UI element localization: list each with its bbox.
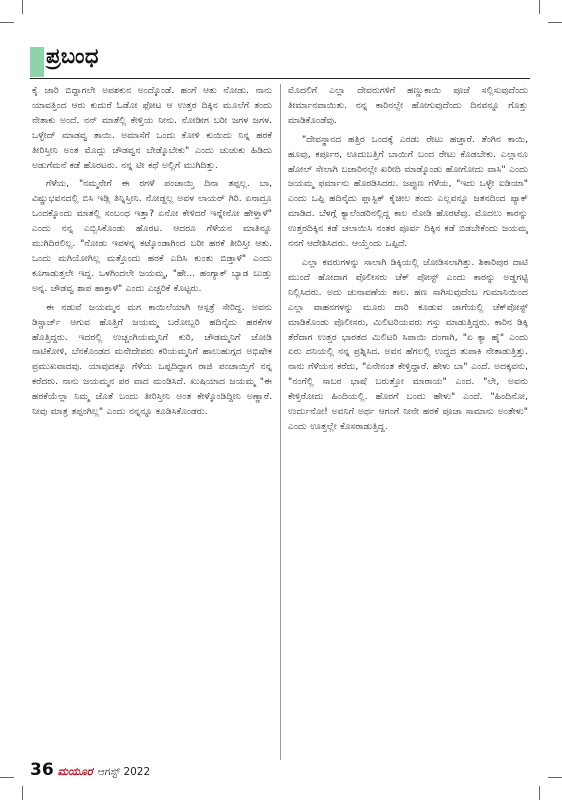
paragraph: ಗೆಳೆಯ, "ನಮ್ಮನೇಗೆ ಈ ರಗಳೆ ಪಂಚಾಯ್ತಿ ದಿನಾ ತಪ್ಪಲ್ಲ. ಬಾ, ವಿಷ್ಣುಭವನದಲ್ಲಿ ಬಿಸಿ ಇಡ್ಲಿ ತಿನ್ನಿಸ್ತೀನಿ. ನೋಡ್ದಲ್ಲ ಅವಳ ಲಾಯರ್ ಗಿರಿ. ಏನಾದ್ರೂ ಒಂದಕ್ಕೊಂದು ಮಾತಲ್ಲಿ ಸಂಬಂಧ ಇತ್ತಾ? ಏನೋ ಕೇಳಿದರೆ ಇನ್ನೇನೋ ಹೇಳ್ತಾಳೆ" ಎಂದು ನನ್ನ ಎಬ್ಬಿಸಿಕೊಂಡು ಹೊರಟ. ಆದರೂ ಗೆಳೆಯನ ಮಾತಿನ್ನೂ ಮುಗಿದಿರಲಿಲ್ಲ. "ನೋಡು ಇವಳನ್ನ ಕಟ್ಕೊಂಡಾಗಿಂದ ಬರೀ ಹರಕೆ ತೀರಿಸ್ತೀ ಆತು. ಒಂದು ಮಗಿಯೋಗಿಲ್ಲ ಮತ್ತೊಂದು ಹರಕೆ ಎದಿಸಿ ಕುಂತು ಬಿಡ್ತಾಳೆ" ಎಂದು ಕೂಗಾಡುತ್ತಲೇ ಇದ್ದ. ಒಳಗಿಂದಲೇ ಜಯಮ್ಮ, "ಹೇ... ಹಂಗ್ಯಾಕ್ ಬ್ಯಾಡ ಬುಡ್ತು ಅನ್ನ. ಚೌಡವ್ವ ಶಾಪ ಹಾಕ್ತಾಳೆ" ಎಂದು ಎಚ್ಚರಿಕೆ ಕೊಟ್ಟರು. <box>32 178 272 294</box>
crop-mark-bottom-left-v <box>22 786 23 800</box>
paragraph: ಮೊದಲಿಗೆ ಎಲ್ಲಾ ದೇವರುಗಳಿಗೆ ಹಣ್ಣುಕಾಯಿ ಪೂಜೆ ಸಲ್ಲಿಸುವುದೆಂದು ತೀರ್ಮಾನವಾಯಿತು. ನನ್ನ ಕಾರಿನಲ್ಲೇ ಹೋಗುವುದೆಂದು ದಿನವನ್ನೂ ಗೊತ್ತು ಮಾಡಿಕೊಂಡೆವು. <box>288 85 528 126</box>
section-title: ಪ್ರಬಂಧ <box>46 44 99 68</box>
header-rule <box>30 78 530 79</box>
section-accent-bar <box>30 47 44 77</box>
page-footer <box>30 760 150 780</box>
column-divider <box>280 84 281 760</box>
crop-mark-top-left-v <box>22 0 23 14</box>
paragraph: ಕೈ ಜಾರಿ ಬಿದ್ದಾಗಲೇ ಅಪಶಕುನ ಅಂದ್ಕೊಂಡೆ. ಹಂಗೆ ಆತು ನೋಡು. ನಾನು ಯಾವತ್ತಿಂದ ಆರು ಕುದುರೆ ಓಡೋ ಫೋಟ ಆ ಉತ್ತರ ದಿಕ್ಕಿನ ಮೂಲೆಗೆ ತಂದು ನೇತಾಕು ಅಂದೆ. ನನ್ ಮಾತೆಲ್ಲಿ ಕೇಳ್ತಿಯ ನೀನು. ನೋಡೀಗ ಬರೀ ಜಗಳ ಜಗಳ. ಒಳ್ಳೇದ್ ಮಾಡವ್ವ ತಾಯಿ. ಅಮಾಸೆಗೆ ಒಂದು ಕೋಳಿ ಕುಯಿದು ನಿನ್ನ ಹರಕೆ ತೀರಿಸ್ತೀನಿ ಅಂತ ಮೊದ್ಲು ಚೌಡವ್ವನ ಬೇಡ್ಕೊಬೇಕು" ಎಂದು ಚುಚುಕು ಹಿಡಿದು ಅಡುಗೆಮನೆ ಕಡೆ ಹೊರಟರು. ನನ್ನ ಟೀ ಕಥೆ ಅಲ್ಲಿಗೆ ಮುಗಿದಿತ್ತು. <box>32 85 272 171</box>
paragraph: ಎಲ್ಲಾ ಕವರುಗಳನ್ನು ಸಾಲಾಗಿ ಡಿಕ್ಕಿಯಲ್ಲಿ ಜೋಡಿಸಲಾಗಿತ್ತು. ಶಿಕಾರಿಪುರ ದಾಟಿ ಮುಂದೆ ಹೋದಾಗ ಪೊಲೀಸರು ಚೆಕ್ ಪೋಸ್ಟ್ ಎಂದು ಕಾರನ್ನು ಅಡ್ಡಗಟ್ಟಿ ನಿಲ್ಲಿಸಿದರು. ಅದು ಚುನಾವಣೆಯ ಕಾಲ. ಹಣ ಸಾಗಿಸುವುದೆಂಬ ಗುಮಾನಿಯಿಂದ ಎಲ್ಲಾ ವಾಹನಗಳನ್ನು ಮೂರು ದಾರಿ ಕೂಡುವ ಜಾಗೆಯಲ್ಲಿ ಚೆಕ್‌ಪೋಸ್ಟ್ ಮಾಡಿಕೊಂಡು ಪೊಲೀಸರು, ಮಿಲಿಟರಿಯವರು ಗಸ್ತು ಮಾಡುತ್ತಿದ್ದರು. ಕಾರಿನ ಡಿಕ್ಕಿ ತೆರೆದಾಗ ಉತ್ತರ ಭಾರತದ ಮಿಲಿಟರಿ ಸಿಪಾಯಿ ದಂಗಾಗಿ, "ಏ ಕ್ಯಾ ಹೈ" ಎಂದು ಏರು ದನಿಯಲ್ಲಿ ನನ್ನ ಪ್ರಶ್ನಿಸಿದ. ಅವನ ಹೆಗಲಲ್ಲಿ ಉದ್ದದ ತುಪಾಕಿ ನೇತಾಡುತ್ತಿತ್ತು. ನಾನು ಗೆಳೆಯನ ಕರೆದು, "ಏನೇನಂತ ಕೇಳ್ತಿದ್ದಾರೆ. ಹೇಳು ಬಾ" ಎಂದೆ. ಅದಕ್ಕವನು, "ನಂಗೆಲ್ಲಿ ಸಾಬರ ಭಾಷೆ ಬರುತ್ತೋ ಮಾರಾಯ" ಎಂದ. "ಲೇ, ಅವನು ಕೇಳ್ತಿರೋದು ಹಿಂದಿಯಲ್ಲಿ. ಹೊರಗೆ ಬಂದು ಹೇಳು" ಎಂದೆ. "ಹಿಂದಿನೋ, ಉರ್ದುನೋ! ಅವನಿಗೆ ಅರ್ಥ ಆಗಂಗೆ ನೀನೇ ಹರಕೆ ಪೂಜಾ ಸಾಮಾನು ಅಂತೇಳು" ಎಂದು ಊತ್ತಲ್ಲೇ ಕೊಸರಾಡುತ್ತಿದ್ದ. <box>288 256 528 432</box>
right-column <box>288 84 528 764</box>
crop-mark-bottom-right-v <box>539 786 540 800</box>
magazine-logo: ಮಯೂರ <box>57 765 93 778</box>
issue-date: ಆಗಸ್ಟ್ 2022 <box>97 766 151 778</box>
crop-mark-top-left-h <box>0 22 14 23</box>
crop-mark-bottom-right-h <box>548 777 562 778</box>
crop-mark-top-right-h <box>548 22 562 23</box>
crop-mark-top-right-v <box>539 0 540 14</box>
page-number: 36 <box>30 760 54 780</box>
paragraph: ಈ ನಡುವೆ ಜಯಮ್ಮನ ಮಗ ಕಾಯಿಲೆಯಾಗಿ ಆಸ್ಪತ್ರೆ ಸೇರಿದ್ದ. ಅವನು ಡಿಸ್ಚಾರ್ಜ್ ಆಗುವ ಹೊತ್ತಿಗೆ ಜಯಮ್ಮ ಬರೋಬ್ಬರಿ ಹದಿನೈದು ಹರಕೆಗಳ ಹೊತ್ತಿದ್ದರು. ಇದರಲ್ಲಿ ಉಚ್ಚಂಗಿಯಮ್ಮನಿಗೆ ಕುರಿ, ಚೌಡಮ್ಮನಿಗೆ ಜೋಡಿ ನಾಟಿಕೋಳಿ, ಬೆನಕೊಂಡದ ಮನೇದೇವರು ಕರಿಯಮ್ಮನಿಗೆ ಹಾಲುಹುಗ್ಗದ ಅಭಿಷೇಕ ಪ್ರಮುಖವಾದವು. ಯಾವುದಕ್ಕೂ ಗೆಳೆಯ ಒಪ್ಪದಿದ್ದಾಗ ರಾಜಿ ಪಂಚಾಯ್ತಿಗೆ ನನ್ನ ಕರೆದರು. ನಾನು ಜಯಮ್ಮನ ಪರ ವಾದ ಮಂಡಿಸಿದೆ. ಖುಷಿಯಾದ ಜಯಮ್ಮ "ಈ ಹರಕೆಯೆಲ್ಲಾ ನಿಮ್ಮ ಜೊತೆ ಬಂದು ತೀರಿಸ್ತೀನಿ ಅಂತ ಕೇಳ್ಕೊಂಡಿದ್ದೀನಿ ಅಣ್ಣಾರೆ. ನೀವು ಮಾತ್ರ ತಪ್ಪಂಗಿಲ್ಲ" ಎಂದು ನನ್ನನ್ನೂ ಕೂಡಿಸಿಕೊಂಡರು. <box>32 301 272 418</box>
crop-mark-bottom-left-h <box>0 777 14 778</box>
left-column <box>32 84 272 764</box>
paragraph: "ದೇವಸ್ಥಾನದ ಹತ್ತಿರ ಒಂದಕ್ಕೆ ಎರಡು ರೇಟು ಹಚ್ತಾರೆ. ತೆಂಗಿನ ಕಾಯಿ, ಹೂವು, ಕರ್ಪೂರ, ಊದುಬತ್ತಿಗೆ ಬಾಯಿಗೆ ಬಂದ ರೇಟು ಕೊಡಬೇಕು. ಎಲ್ಲಾನೂ ಹೋಲ್ ಸೇಲಾಗಿ ಬಜಾರಿನಲ್ಲೇ ಖರೀದಿ ಮಾಡ್ಕೊಂಡು ಹೋಗೋದು ವಾಸಿ" ಎಂದು ಜಯಮ್ಮ ಫರ್ಮಾನು ಹೊರಡಿಸಿದರು. ಜಪ್ಪುಣ ಗೆಳೆಯ, "ಇದು ಒಳ್ಳೇ ಐಡಿಯಾ" ಎಂದು ಒಪ್ಪಿ ಹದಿನೈದು ಪ್ಲಾಸ್ಟಿಕ್ ಕೈಚೀಲ ತಂದು ಎಲ್ಲವನ್ನೂ ಜತನದಿಂದ ಪ್ಯಾಕ್ ಮಾಡಿದ. ಬೆಳಗ್ಗೆ ಕ್ಯಾಲೆಂಡರಿನಲ್ಲಿದ್ದ ಕಾಲ ನೋಡಿ ಹೊರಟೆವು. ಮೊದಲು ಕಾರನ್ನು ಉತ್ತರದಿಕ್ಕಿನ ಕಡೆ ಚಲಾಯಿಸಿ ನಂತರ ಪೂರ್ವ ದಿಕ್ಕಿನ ಕಡೆ ಬಿಡಬೇಕೆಂದು ಜಯಮ್ಮ ನನಗೆ ಆದೇಶಿಸಿದರು. ಆಯ್ತೆಂದು ಒಪ್ಪಿದೆ. <box>288 133 528 250</box>
